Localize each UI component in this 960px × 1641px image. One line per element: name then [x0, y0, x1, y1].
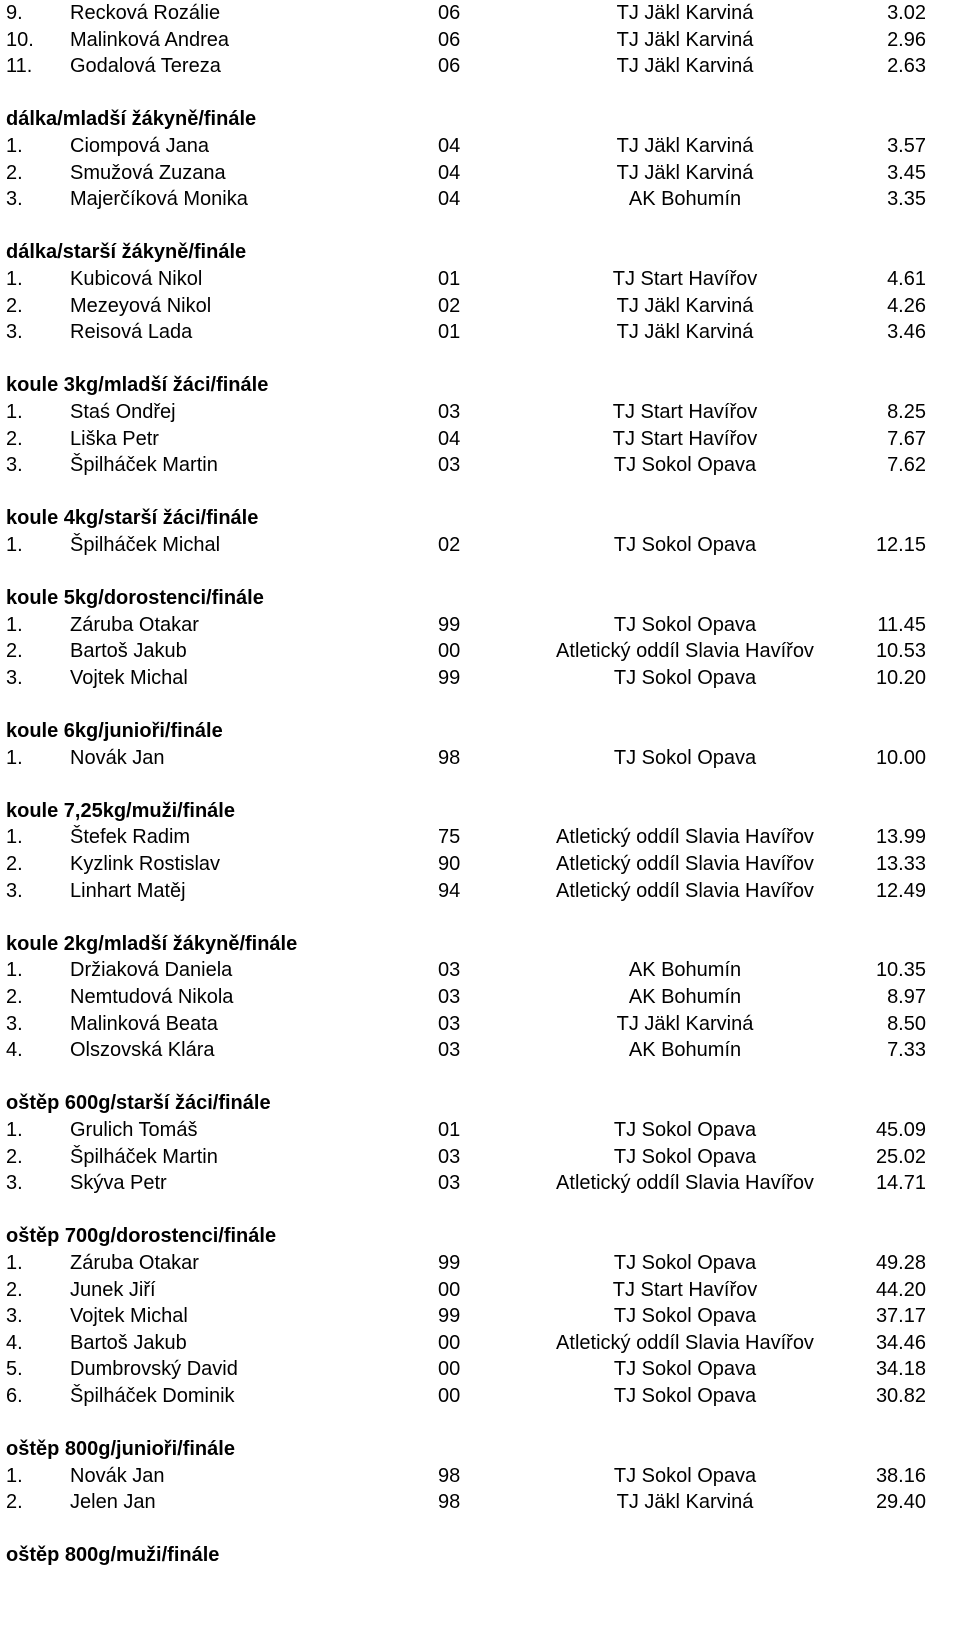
rank-cell: 3. — [6, 1172, 23, 1195]
athlete-name: Malinková Andrea — [70, 28, 229, 51]
result-row — [0, 1489, 960, 1516]
section-heading: koule 3kg/mladší žáci/finále — [6, 374, 269, 397]
athlete-name: Junek Jiří — [70, 1278, 156, 1301]
athlete-name: Záruba Otakar — [70, 613, 199, 636]
birth-year: 06 — [438, 55, 461, 78]
section-spacer — [0, 1409, 960, 1436]
birth-year: 06 — [438, 2, 461, 24]
result-row — [0, 851, 960, 878]
rank-cell: 2. — [6, 294, 23, 317]
athlete-name: Olszovská Klára — [70, 1039, 215, 1062]
result-value: 8.50 — [887, 1012, 926, 1035]
rank-cell: 2. — [6, 1491, 23, 1514]
athlete-name: Majerčíková Monika — [70, 188, 248, 211]
result-value: 12.49 — [875, 879, 926, 902]
athlete-name: Vojtek Michal — [70, 666, 188, 689]
rank-cell: 1. — [6, 1118, 23, 1141]
athlete-name: Novák Jan — [70, 746, 165, 769]
athlete-name: Malinková Beata — [70, 1012, 218, 1035]
result-value: 10.53 — [875, 640, 926, 663]
athlete-name: Špilháček Dominik — [70, 1384, 235, 1407]
section-heading: oštěp 700g/dorostenci/finále — [6, 1225, 277, 1248]
result-row — [0, 266, 960, 293]
rank-cell: 2. — [6, 161, 23, 184]
club-name: Atletický oddíl Slavia Havířov — [556, 879, 814, 902]
rank-cell: 1. — [6, 959, 23, 982]
birth-year: 02 — [438, 294, 461, 317]
result-value: 25.02 — [875, 1145, 926, 1168]
athlete-name: Bartoš Jakub — [70, 1331, 187, 1354]
rank-cell: 3. — [6, 188, 23, 211]
result-value: 37.17 — [875, 1305, 926, 1328]
result-value: 8.25 — [887, 400, 926, 423]
result-value: 14.71 — [875, 1172, 926, 1195]
rank-cell: 10. — [6, 28, 34, 51]
result-row — [0, 1011, 960, 1038]
result-row — [0, 532, 960, 559]
section-heading: oštěp 800g/muži/finále — [6, 1544, 220, 1567]
section-spacer — [0, 346, 960, 373]
rank-cell: 1. — [6, 267, 23, 290]
birth-year: 00 — [438, 1331, 461, 1354]
rank-cell: 9. — [6, 2, 23, 24]
athlete-name: Záruba Otakar — [70, 1251, 199, 1274]
result-value: 38.16 — [875, 1464, 926, 1487]
athlete-name: Reisová Lada — [70, 321, 193, 344]
birth-year: 03 — [438, 1145, 461, 1168]
club-name: TJ Sokol Opava — [613, 746, 757, 769]
result-row — [0, 1277, 960, 1304]
athlete-name: Mezeyová Nikol — [70, 294, 212, 317]
athlete-name: Ciompová Jana — [70, 134, 209, 157]
athlete-name: Novák Jan — [70, 1464, 165, 1487]
section-spacer — [0, 771, 960, 798]
section-heading: koule 5kg/dorostenci/finále — [6, 587, 264, 610]
club-name: Atletický oddíl Slavia Havířov — [556, 1172, 814, 1195]
section-spacer — [0, 691, 960, 718]
result-value: 3.57 — [887, 134, 926, 157]
section-spacer — [0, 1064, 960, 1091]
club-name: AK Bohumín — [628, 985, 742, 1008]
club-name: TJ Jäkl Karviná — [616, 28, 754, 51]
result-row — [0, 399, 960, 426]
result-row — [0, 612, 960, 639]
birth-year: 98 — [438, 1491, 461, 1514]
section-spacer — [0, 80, 960, 107]
result-value: 12.15 — [875, 533, 926, 556]
rank-cell: 2. — [6, 853, 23, 875]
club-name: TJ Start Havířov — [612, 427, 758, 450]
club-name: TJ Jäkl Karviná — [616, 2, 754, 24]
athlete-name: Špilháček Martin — [70, 454, 218, 477]
rank-cell: 4. — [6, 1039, 23, 1062]
birth-year: 03 — [438, 1012, 461, 1035]
birth-year: 01 — [438, 267, 461, 290]
result-row — [0, 665, 960, 692]
result-row — [0, 319, 960, 346]
athlete-name: Recková Rozálie — [70, 2, 221, 24]
result-value: 29.40 — [875, 1491, 926, 1514]
rank-cell: 4. — [6, 1331, 23, 1354]
result-row — [0, 0, 960, 27]
result-value: 3.45 — [887, 161, 926, 184]
club-name: AK Bohumín — [628, 1039, 742, 1062]
club-name: AK Bohumín — [628, 959, 742, 982]
section-heading: dálka/starší žákyně/finále — [6, 241, 247, 264]
section-heading: oštěp 800g/junioři/finále — [6, 1438, 235, 1461]
section-spacer — [0, 479, 960, 506]
result-row — [0, 1250, 960, 1277]
birth-year: 00 — [438, 640, 461, 663]
club-name: TJ Jäkl Karviná — [616, 134, 754, 157]
result-value: 34.46 — [875, 1331, 926, 1354]
birth-year: 90 — [438, 853, 461, 875]
club-name: Atletický oddíl Slavia Havířov — [556, 640, 814, 663]
rank-cell: 2. — [6, 985, 23, 1008]
section-spacer — [0, 213, 960, 240]
result-row — [0, 1463, 960, 1490]
result-value: 34.18 — [875, 1358, 926, 1381]
rank-cell: 1. — [6, 1251, 23, 1274]
rank-cell: 5. — [6, 1358, 23, 1381]
result-value: 3.02 — [887, 2, 926, 24]
club-name: TJ Sokol Opava — [613, 1384, 757, 1407]
club-name: Atletický oddíl Slavia Havířov — [556, 826, 814, 849]
rank-cell: 2. — [6, 1278, 23, 1301]
athlete-name: Kyzlink Rostislav — [70, 853, 221, 875]
club-name: AK Bohumín — [628, 188, 742, 211]
result-value: 3.46 — [887, 321, 926, 344]
birth-year: 75 — [438, 826, 461, 849]
result-row — [0, 957, 960, 984]
birth-year: 03 — [438, 1172, 461, 1195]
rank-cell: 1. — [6, 613, 23, 636]
result-value: 7.67 — [887, 427, 926, 450]
result-row — [0, 1303, 960, 1330]
result-row — [0, 638, 960, 665]
club-name: TJ Sokol Opava — [613, 1305, 757, 1328]
result-row — [0, 1144, 960, 1171]
rank-cell: 6. — [6, 1384, 23, 1407]
result-value: 7.33 — [887, 1039, 926, 1062]
result-value: 45.09 — [875, 1118, 926, 1141]
result-value: 49.28 — [875, 1251, 926, 1274]
club-name: TJ Jäkl Karviná — [616, 321, 754, 344]
athlete-name: Kubicová Nikol — [70, 267, 203, 290]
birth-year: 99 — [438, 1305, 461, 1328]
birth-year: 03 — [438, 1039, 461, 1062]
result-row — [0, 1037, 960, 1064]
athlete-name: Bartoš Jakub — [70, 640, 187, 663]
birth-year: 99 — [438, 666, 461, 689]
result-value: 3.35 — [887, 188, 926, 211]
athlete-name: Godalová Tereza — [70, 55, 221, 78]
result-row — [0, 984, 960, 1011]
athlete-name: Nemtudová Nikola — [70, 985, 234, 1008]
club-name: TJ Start Havířov — [612, 1278, 758, 1301]
result-row — [0, 1383, 960, 1410]
result-row — [0, 293, 960, 320]
result-row — [0, 27, 960, 54]
club-name: TJ Jäkl Karviná — [616, 55, 754, 78]
club-name: TJ Sokol Opava — [613, 666, 757, 689]
result-row — [0, 426, 960, 453]
birth-year: 04 — [438, 161, 461, 184]
birth-year: 99 — [438, 613, 461, 636]
club-name: TJ Jäkl Karviná — [616, 294, 754, 317]
result-value: 10.00 — [875, 746, 926, 769]
club-name: Atletický oddíl Slavia Havířov — [556, 853, 814, 875]
section-heading: koule 7,25kg/muži/finále — [6, 799, 235, 822]
result-row — [0, 745, 960, 772]
section-heading: koule 6kg/junioři/finále — [6, 720, 223, 743]
section-heading: oštěp 600g/starší žáci/finále — [6, 1092, 271, 1115]
result-value: 11.45 — [877, 613, 926, 636]
rank-cell: 1. — [6, 826, 23, 849]
birth-year: 03 — [438, 985, 461, 1008]
result-row — [0, 53, 960, 80]
result-value: 2.96 — [887, 28, 926, 51]
rank-cell: 1. — [6, 1464, 23, 1487]
club-name: TJ Sokol Opava — [613, 613, 757, 636]
birth-year: 01 — [438, 321, 461, 344]
result-value: 4.26 — [887, 294, 926, 317]
club-name: TJ Sokol Opava — [613, 533, 757, 556]
result-row — [0, 1356, 960, 1383]
birth-year: 00 — [438, 1384, 461, 1407]
birth-year: 02 — [438, 533, 461, 556]
rank-cell: 3. — [6, 879, 23, 902]
birth-year: 03 — [438, 454, 461, 477]
birth-year: 98 — [438, 746, 461, 769]
athlete-name: Linhart Matěj — [70, 879, 186, 902]
section-spacer — [0, 1197, 960, 1224]
athlete-name: Vojtek Michal — [70, 1305, 188, 1328]
athlete-name: Štefek Radim — [70, 826, 191, 849]
athlete-name: Skýva Petr — [70, 1172, 167, 1195]
birth-year: 01 — [438, 1118, 461, 1141]
section-heading: dálka/mladší žákyně/finále — [6, 108, 257, 131]
result-row — [0, 452, 960, 479]
result-row — [0, 1330, 960, 1357]
birth-year: 00 — [438, 1278, 461, 1301]
club-name: TJ Sokol Opava — [613, 1145, 757, 1168]
birth-year: 99 — [438, 1251, 461, 1274]
club-name: TJ Sokol Opava — [613, 1464, 757, 1487]
result-row — [0, 1170, 960, 1197]
result-value: 13.99 — [875, 826, 926, 849]
club-name: TJ Sokol Opava — [613, 1251, 757, 1274]
club-name: TJ Sokol Opava — [613, 1358, 757, 1381]
birth-year: 04 — [438, 427, 461, 450]
club-name: TJ Sokol Opava — [613, 1118, 757, 1141]
birth-year: 04 — [438, 134, 461, 157]
rank-cell: 1. — [6, 746, 23, 769]
club-name: TJ Sokol Opava — [613, 454, 757, 477]
athlete-name: Liška Petr — [70, 427, 159, 450]
birth-year: 00 — [438, 1358, 461, 1381]
result-value: 44.20 — [875, 1278, 926, 1301]
birth-year: 94 — [438, 879, 461, 902]
rank-cell: 3. — [6, 666, 23, 689]
result-row — [0, 186, 960, 213]
athlete-name: Špilháček Michal — [70, 533, 221, 556]
rank-cell: 3. — [6, 1012, 23, 1035]
result-value: 10.35 — [875, 959, 926, 982]
rank-cell: 1. — [6, 533, 23, 556]
rank-cell: 3. — [6, 1305, 23, 1328]
club-name: TJ Jäkl Karviná — [616, 1491, 754, 1514]
athlete-name: Dumbrovský David — [70, 1358, 238, 1381]
result-row — [0, 133, 960, 160]
result-value: 2.63 — [887, 55, 926, 78]
athlete-name: Smužová Zuzana — [70, 161, 226, 184]
section-spacer — [0, 558, 960, 585]
club-name: Atletický oddíl Slavia Havířov — [556, 1331, 814, 1354]
athlete-name: Grulich Tomáš — [70, 1118, 198, 1141]
result-value: 30.82 — [875, 1384, 926, 1407]
result-row — [0, 824, 960, 851]
rank-cell: 1. — [6, 400, 23, 423]
birth-year: 04 — [438, 188, 461, 211]
rank-cell: 2. — [6, 1145, 23, 1168]
rank-cell: 2. — [6, 640, 23, 663]
club-name: TJ Jäkl Karviná — [616, 1012, 754, 1035]
result-value: 4.61 — [887, 267, 926, 290]
result-value: 8.97 — [887, 985, 926, 1008]
athlete-name: Staś Ondřej — [70, 400, 176, 423]
club-name: TJ Jäkl Karviná — [616, 161, 754, 184]
section-heading: koule 2kg/mladší žákyně/finále — [6, 932, 298, 955]
rank-cell: 3. — [6, 454, 23, 477]
result-row — [0, 878, 960, 905]
birth-year: 03 — [438, 959, 461, 982]
rank-cell: 3. — [6, 321, 23, 344]
result-row — [0, 1117, 960, 1144]
result-row — [0, 160, 960, 187]
birth-year: 98 — [438, 1464, 461, 1487]
rank-cell: 2. — [6, 427, 23, 450]
section-spacer — [0, 1516, 960, 1543]
rank-cell: 11. — [6, 55, 33, 78]
club-name: TJ Start Havířov — [612, 267, 758, 290]
section-spacer — [0, 904, 960, 931]
section-heading: koule 4kg/starší žáci/finále — [6, 507, 259, 530]
club-name: TJ Start Havířov — [612, 400, 758, 423]
birth-year: 06 — [438, 28, 461, 51]
result-value: 10.20 — [875, 666, 926, 689]
athlete-name: Držiaková Daniela — [70, 959, 233, 982]
result-value: 13.33 — [875, 853, 926, 875]
rank-cell: 1. — [6, 134, 23, 157]
birth-year: 03 — [438, 400, 461, 423]
result-value: 7.62 — [887, 454, 926, 477]
athlete-name: Špilháček Martin — [70, 1145, 218, 1168]
athlete-name: Jelen Jan — [70, 1491, 156, 1514]
